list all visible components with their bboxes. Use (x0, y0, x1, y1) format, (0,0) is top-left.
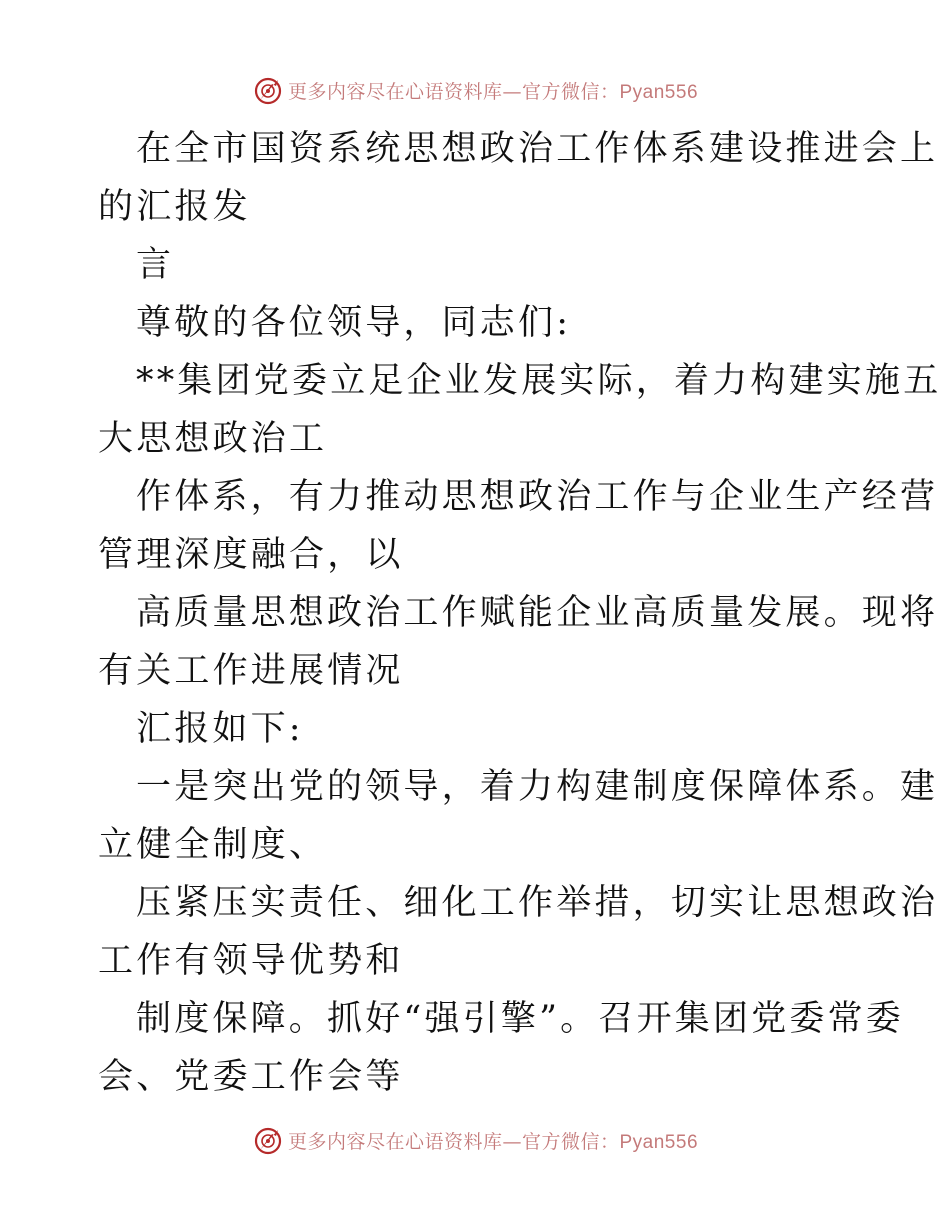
banner-wechat-id: Pyan556 (619, 1131, 699, 1153)
document-line: 工作有领导优势和 (98, 941, 404, 981)
logo-icon (252, 74, 284, 106)
document-body (98, 120, 942, 1106)
document-line: **集团党委立足企业发展实际，着力构建实施五 (136, 361, 942, 401)
document-line: 压紧压实责任、细化工作举措，切实让思想政治 (136, 883, 939, 923)
document-line: 一是突出党的领导，着力构建制度保障体系。建 (136, 767, 939, 807)
logo-icon (252, 1124, 284, 1156)
document-line: 有关工作进展情况 (98, 651, 404, 691)
document-line: 大思想政治工 (98, 419, 328, 459)
document-line: 立健全制度、 (98, 825, 328, 865)
document-line: 会、党委工作会等 (98, 1057, 404, 1097)
banner-label: 更多内容尽在心语资料库—官方微信： (287, 1130, 620, 1153)
document-line: 在全市国资系统思想政治工作体系建设推进会上 (136, 129, 939, 169)
header-watermark-banner (0, 70, 950, 110)
banner-label: 更多内容尽在心语资料库—官方微信： (287, 80, 620, 103)
footer-watermark-banner (0, 1120, 950, 1160)
banner-wechat-id: Pyan556 (619, 81, 699, 103)
banner-text (288, 77, 698, 104)
document-line: 作体系，有力推动思想政治工作与企业生产经营 (136, 477, 939, 517)
document-line: 尊敬的各位领导，同志们: (136, 303, 572, 343)
document-line: 的汇报发 (98, 187, 251, 227)
document-line: 汇报如下: (136, 709, 304, 749)
banner-text (288, 1127, 698, 1154)
document-line: 管理深度融合，以 (98, 535, 404, 575)
document-line: 高质量思想政治工作赋能企业高质量发展。现将 (136, 593, 939, 633)
document-line: 言 (136, 245, 175, 285)
document-line: 制度保障。抓好“强引擎”。召开集团党委常委 (136, 999, 904, 1039)
